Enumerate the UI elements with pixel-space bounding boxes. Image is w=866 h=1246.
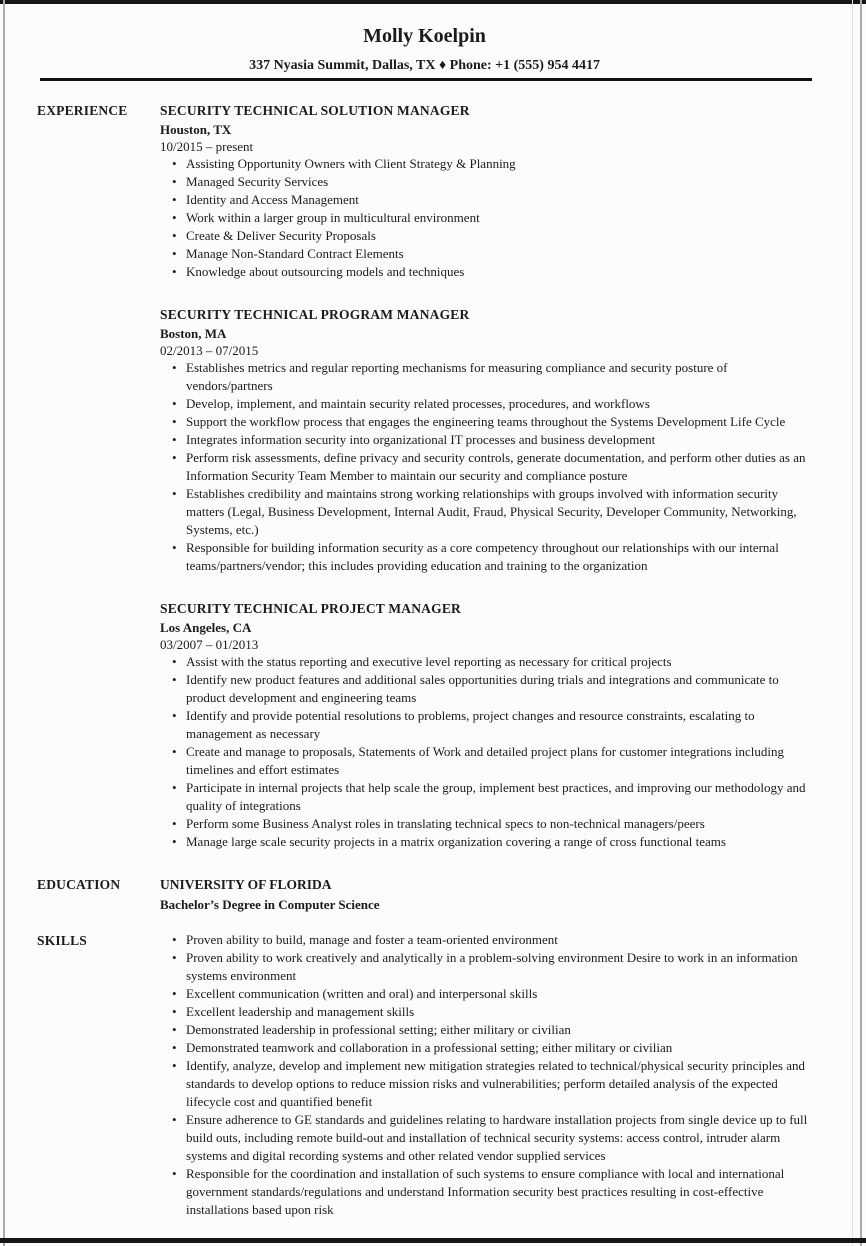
resume-header bbox=[37, 22, 812, 75]
bullet-item: • Excellent communication (written and oral) and interpersonal skills bbox=[172, 985, 812, 1003]
bullet-item: • Identity and Access Management bbox=[172, 191, 812, 209]
skills-list bbox=[160, 931, 812, 1219]
person-name: Molly Koelpin bbox=[363, 25, 486, 47]
bullet-item: • Excellent leadership and management skills bbox=[172, 1003, 812, 1021]
bullet-item: • Establishes credibility and maintains strong working relationships with groups involved with information security matters (Legal, Business Development, Internal Audit, Fraud, Physical Security, Developer Community, Networking, Systems, etc.) bbox=[172, 485, 812, 539]
bullet-item: • Integrates information security into organizational IT processes and business development bbox=[172, 431, 812, 449]
jobs bbox=[160, 101, 812, 851]
school-name: UNIVERSITY OF FLORIDA bbox=[160, 877, 332, 892]
bullet-item: • Perform risk assessments, define privacy and security controls, generate documentation, and perform other duties as an Information Security Team Member to maintain our security and compliance posture bbox=[172, 449, 812, 485]
bullet-item: • Perform some Business Analyst roles in translating technical specs to non-technical managers/peers bbox=[172, 815, 812, 833]
job-bullets bbox=[160, 653, 812, 851]
job-bullets bbox=[160, 155, 812, 281]
bullet-item: • Identify new product features and additional sales opportunities during trials and integrations and communicate to product development and engineering teams bbox=[172, 671, 812, 707]
bullet-item: • Assist with the status reporting and executive level reporting as necessary for critical projects bbox=[172, 653, 812, 671]
bullet-item: • Responsible for the coordination and installation of such systems to ensure compliance with local and international government standards/regulations and understand Information security best practices resulting in cost-effective installations based upon risk bbox=[172, 1165, 812, 1219]
bullet-item: • Managed Security Services bbox=[172, 173, 812, 191]
bullet-item: • Identify, analyze, develop and implement new mitigation strategies related to technical/physical security principles and standards to develop options to reduce mission risks and vulnerabilities; perform detailed analysis of the expected lifecycle cost and quantified benefit bbox=[172, 1057, 812, 1111]
bullet-item: • Identify and provide potential resolutions to problems, project changes and resource constraints, escalating to management as necessary bbox=[172, 707, 812, 743]
bullet-item: • Develop, implement, and maintain security related processes, procedures, and workflows bbox=[172, 395, 812, 413]
skills-body bbox=[160, 931, 812, 1219]
job-title: SECURITY TECHNICAL SOLUTION MANAGER bbox=[160, 103, 470, 118]
job-entry bbox=[160, 599, 812, 851]
bullet-item: • Participate in internal projects that help scale the group, implement best practices, and improving our methodology and quality of integrations bbox=[172, 779, 812, 815]
bullet-item: • Support the workflow process that engages the engineering teams throughout the Systems Development Life Cycle bbox=[172, 413, 812, 431]
job-location: Boston, MA bbox=[160, 326, 227, 341]
page-border-left bbox=[3, 0, 5, 1246]
bullet-item: • Demonstrated teamwork and collaboration in a professional setting; either military or civilian bbox=[172, 1039, 812, 1057]
bullet-item: • Create & Deliver Security Proposals bbox=[172, 227, 812, 245]
job-location: Los Angeles, CA bbox=[160, 620, 252, 635]
degree-name: Bachelor’s Degree in Computer Science bbox=[160, 897, 380, 912]
job-title: SECURITY TECHNICAL PROGRAM MANAGER bbox=[160, 307, 470, 322]
skills-label: SKILLS bbox=[37, 933, 87, 948]
education-label: EDUCATION bbox=[37, 877, 121, 892]
job-entry bbox=[160, 305, 812, 575]
job-dates: 10/2015 – present bbox=[160, 139, 254, 154]
job-entry bbox=[160, 101, 812, 281]
bullet-item: • Assisting Opportunity Owners with Client Strategy & Planning bbox=[172, 155, 812, 173]
page-border-top bbox=[0, 0, 866, 4]
experience-label: EXPERIENCE bbox=[37, 103, 128, 118]
bullet-item: • Responsible for building information security as a core competency throughout our relationships with our internal teams/partners/vendor; this includes providing education and training to the organization bbox=[172, 539, 812, 575]
job-dates: 03/2007 – 01/2013 bbox=[160, 637, 259, 652]
bullet-item: • Establishes metrics and regular reporting mechanisms for measuring compliance and security posture of vendors/partners bbox=[172, 359, 812, 395]
page-border-right bbox=[860, 0, 862, 1246]
job-dates: 02/2013 – 07/2015 bbox=[160, 343, 259, 358]
education-section bbox=[37, 875, 812, 915]
bullet-item: • Manage large scale security projects in a matrix organization covering a range of cross functional teams bbox=[172, 833, 812, 851]
bullet-item: • Knowledge about outsourcing models and techniques bbox=[172, 263, 812, 281]
bullet-item: • Create and manage to proposals, Statements of Work and detailed project plans for customer integrations including timelines and effort estimates bbox=[172, 743, 812, 779]
skills-section bbox=[37, 931, 812, 1219]
experience-section bbox=[37, 101, 812, 851]
job-location: Houston, TX bbox=[160, 122, 232, 137]
header-divider bbox=[40, 78, 812, 81]
job-title: SECURITY TECHNICAL PROJECT MANAGER bbox=[160, 601, 461, 616]
bullet-item: • Manage Non-Standard Contract Elements bbox=[172, 245, 812, 263]
page-border-bottom bbox=[0, 1238, 866, 1243]
job-bullets bbox=[160, 359, 812, 575]
education-body bbox=[160, 875, 812, 915]
bullet-item: • Proven ability to build, manage and foster a team-oriented environment bbox=[172, 931, 812, 949]
contact-line: 337 Nyasia Summit, Dallas, TX ♦ Phone: +1 (555) 954 4417 bbox=[249, 58, 600, 73]
bullet-item: • Demonstrated leadership in professional setting; either military or civilian bbox=[172, 1021, 812, 1039]
bullet-item: • Proven ability to work creatively and analytically in a problem-solving environment Desire to work in an information systems environment bbox=[172, 949, 812, 985]
bullet-item: • Ensure adherence to GE standards and guidelines relating to hardware installation projects from single device up to full build outs, including remote build-out and installation of technical security systems: access control, intruder alarm systems and digital recording systems and other related vendor supplied services bbox=[172, 1111, 812, 1165]
page-border-right-inner bbox=[852, 0, 853, 1246]
bullet-item: • Work within a larger group in multicultural environment bbox=[172, 209, 812, 227]
